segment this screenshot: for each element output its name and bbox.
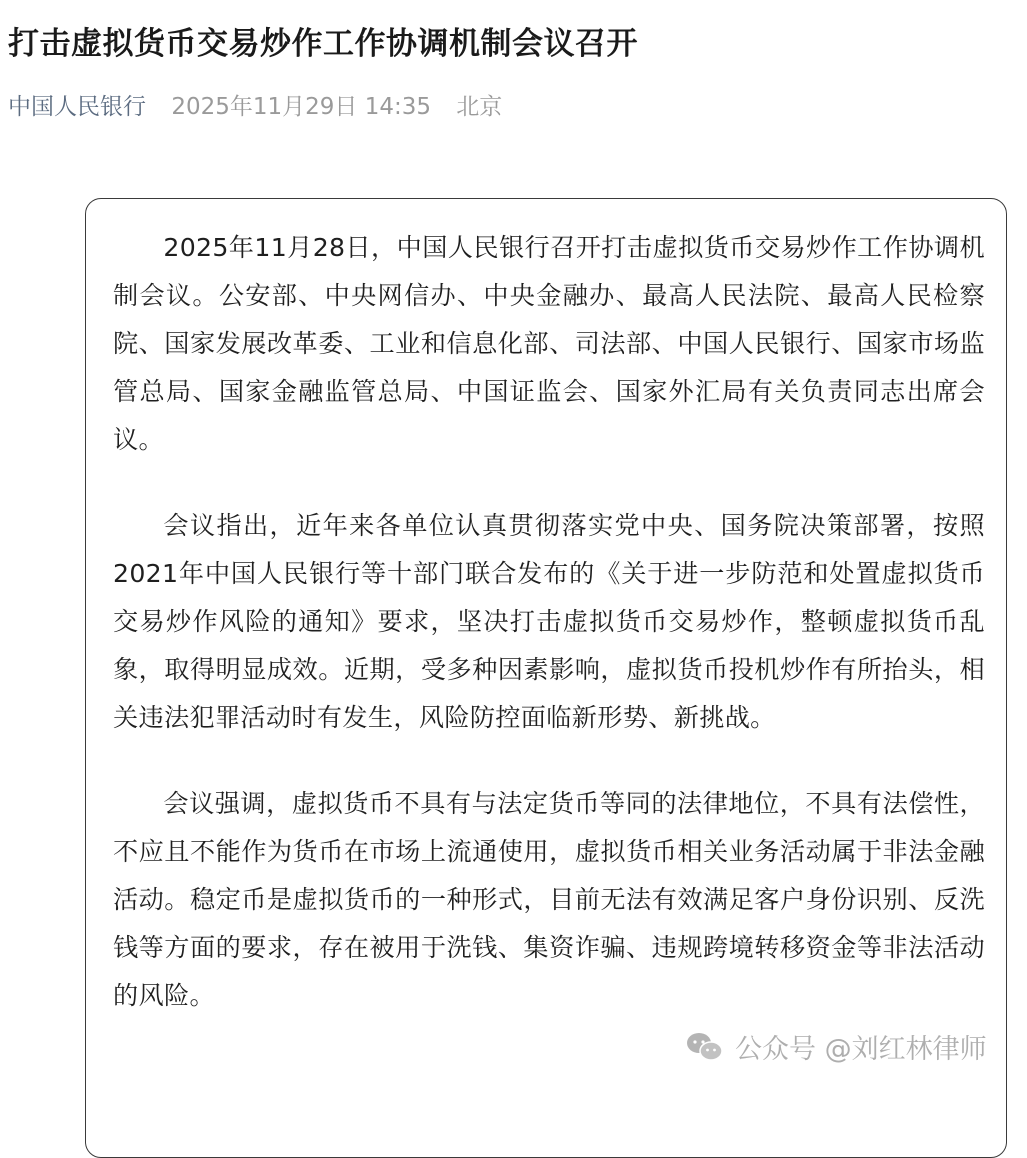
article-meta — [8, 88, 502, 121]
watermark — [685, 1027, 987, 1066]
article-source[interactable]: 中国人民银行 — [8, 94, 146, 120]
article-location: 北京 — [456, 94, 503, 120]
article-date: 2025年11月29日 14:35 — [171, 94, 431, 120]
paragraph-2: 会议指出，近年来各单位认真贯彻落实党中央、国务院决策部署，按照2021年中国人民银行等十部门联合发布的《关于进一步防范和处置虚拟货币交易炒作风险的通知》要求，坚决打击虚拟货币交易炒作，整顿虚拟货币乱象，取得明显成效。近期，受多种因素影响，虚拟货币投机炒作有所抬头，相关违法犯罪活动时有发生，风险防控面临新形势、新挑战。 — [113, 511, 985, 732]
wechat-icon — [685, 1031, 725, 1063]
paragraph-1: 2025年11月28日，中国人民银行召开打击虚拟货币交易炒作工作协调机制会议。公安部、中央网信办、中央金融办、最高人民法院、最高人民检察院、国家发展改革委、工业和信息化部、司法部、中国人民银行、国家市场监管总局、国家金融监管总局、中国证监会、国家外汇局有关负责同志出席会议。 — [113, 233, 985, 454]
paragraph-3: 会议强调，虚拟货币不具有与法定货币等同的法律地位，不具有法偿性，不应且不能作为货币在市场上流通使用，虚拟货币相关业务活动属于非法金融活动。稳定币是虚拟货币的一种形式，目前无法有效满足客户身份识别、反洗钱等方面的要求，存在被用于洗钱、集资诈骗、违规跨境转移资金等非法活动的风险。 — [113, 789, 985, 1010]
watermark-text: 公众号 @刘红林律师 — [735, 1034, 987, 1065]
article-body — [113, 224, 985, 1058]
article-title: 打击虚拟货币交易炒作工作协调机制会议召开 — [8, 26, 638, 62]
